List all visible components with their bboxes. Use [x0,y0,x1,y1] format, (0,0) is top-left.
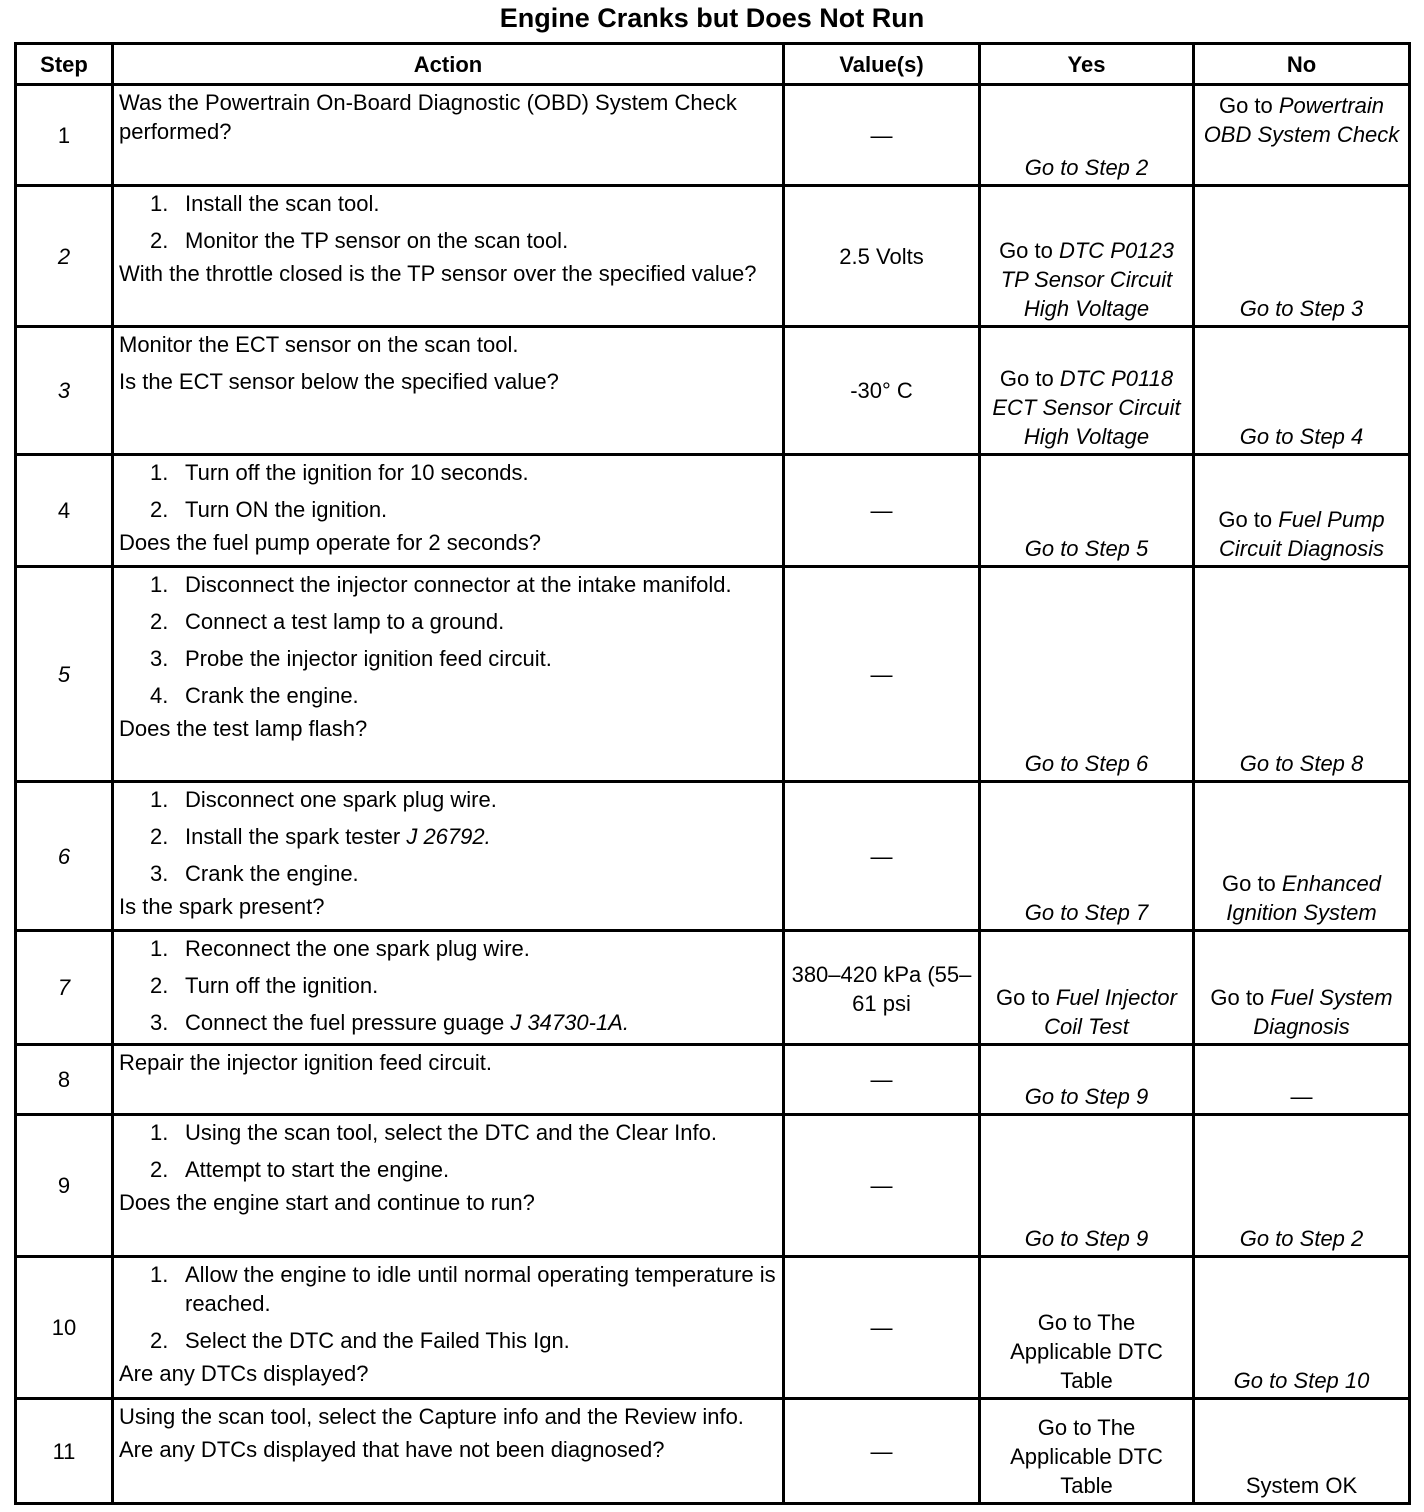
substep-number: 3. [150,646,169,671]
substep-number: 2. [150,228,169,253]
question-text: Is the spark present? [119,894,325,919]
yes-cell [980,1257,1194,1399]
action-cell [113,186,784,327]
no-cell [1194,1115,1410,1257]
header-step: Step [16,44,113,85]
step-number: 3 [16,327,113,455]
no-cell [1194,455,1410,567]
no-reference: Go to Step 2 [1239,1226,1364,1251]
substep-number: 1. [150,460,169,485]
substep [119,822,778,851]
substep-number: 2. [150,973,169,998]
table-row [16,931,1410,1045]
yes-text: Go to [999,366,1060,391]
yes-reference: Go to Step 2 [1024,155,1149,180]
value-cell: — [784,1399,980,1504]
substep [119,570,778,599]
no-cell [1194,1399,1410,1504]
action-cell [113,1115,784,1257]
substep [119,1260,778,1318]
action-cell [113,85,784,186]
yes-cell [980,1399,1194,1504]
substep [119,226,778,255]
yes-reference: Go to Step 9 [1024,1084,1149,1109]
no-text: Go to [1221,871,1282,896]
substep [119,934,778,963]
table-row [16,1115,1410,1257]
value-cell: 380–420 kPa (55–61 psi [784,931,980,1045]
yes-cell [980,1115,1194,1257]
diagnostic-table [14,42,1411,1505]
yes-reference: Go to Step 9 [1024,1226,1149,1251]
substep-text: Select the DTC and the Failed This Ign. [185,1328,570,1353]
question-text: Are any DTCs displayed that have not been diagnosed? [119,1437,665,1462]
action-cell [113,782,784,931]
action-text: Using the scan tool, select the Capture info and the Review info. [119,1404,744,1429]
step-number: 5 [16,567,113,782]
no-cell [1194,1045,1410,1115]
value-cell: — [784,85,980,186]
step-number: 11 [16,1399,113,1504]
question-text: Does the engine start and continue to run? [119,1190,535,1215]
substep-number: 2. [150,1328,169,1353]
question-text: Is the ECT sensor below the specified value? [119,369,559,394]
yes-reference: DTC P0123 TP Sensor Circuit High Voltage [1000,238,1174,321]
yes-cell [980,1045,1194,1115]
no-text: System OK [1245,1473,1358,1498]
substep-text: Install the scan tool. [185,191,380,216]
substep [119,971,778,1000]
header-no: No [1194,44,1410,85]
action-text: Monitor the ECT sensor on the scan tool. [119,332,519,357]
substep [119,1118,778,1147]
action-cell [113,567,784,782]
table-row [16,1257,1410,1399]
substep-text: Using the scan tool, select the DTC and the Clear Info. [185,1120,717,1145]
question-text: Does the test lamp flash? [119,716,368,741]
substep [119,1155,778,1184]
step-number: 6 [16,782,113,931]
substep-number: 3. [150,861,169,886]
no-reference: Powertrain OBD System Check [1203,93,1400,147]
yes-reference: Fuel Injector Coil Test [1044,985,1177,1039]
substep [119,458,778,487]
substep-text: Monitor the TP sensor on the scan tool. [185,228,569,253]
question-text: Are any DTCs displayed? [119,1361,369,1386]
substep-text: Connect a test lamp to a ground. [185,609,505,634]
table-row [16,567,1410,782]
substep-text: Disconnect the injector connector at the intake manifold. [185,572,732,597]
no-reference: Fuel System Diagnosis [1253,985,1393,1039]
table-row [16,85,1410,186]
step-number: 8 [16,1045,113,1115]
substep-number: 2. [150,609,169,634]
substep-number: 1. [150,936,169,961]
substep-number: 2. [150,497,169,522]
no-cell [1194,1257,1410,1399]
no-reference: Enhanced Ignition System [1226,871,1381,925]
substep [119,785,778,814]
action-text: Was the Powertrain On-Board Diagnostic (OBD) System Check performed? [119,90,737,144]
no-text: Go to [1218,93,1279,118]
yes-text: Go to The Applicable DTC Table [1010,1310,1163,1393]
substep-text: Probe the injector ignition feed circuit. [185,646,552,671]
table-row [16,186,1410,327]
table-row [16,782,1410,931]
substep-number: 1. [150,1120,169,1145]
value-cell: — [784,567,980,782]
yes-cell [980,327,1194,455]
action-cell [113,931,784,1045]
table-row [16,1045,1410,1115]
substep [119,859,778,888]
action-cell [113,455,784,567]
action-cell [113,1045,784,1115]
step-number: 2 [16,186,113,327]
no-reference: Fuel Pump Circuit Diagnosis [1218,507,1385,561]
step-number: 1 [16,85,113,186]
action-cell [113,1399,784,1504]
substep-text: Turn off the ignition for 10 seconds. [185,460,529,485]
substep-number: 4. [150,683,169,708]
table-row [16,455,1410,567]
question-text: With the throttle closed is the TP sensor over the specified value? [119,261,757,286]
header-action: Action [113,44,784,85]
substep [119,1008,778,1037]
value-cell: — [784,1115,980,1257]
no-reference: Go to Step 3 [1239,296,1364,321]
question-text: Does the fuel pump operate for 2 seconds? [119,530,541,555]
substep [119,607,778,636]
no-text: Go to [1218,507,1279,532]
substep-text: Crank the engine. [185,683,359,708]
substep-number: 2. [150,1157,169,1182]
no-cell [1194,782,1410,931]
yes-cell [980,782,1194,931]
substep-text: Crank the engine. [185,861,359,886]
value-cell: — [784,782,980,931]
yes-reference: Go to Step 5 [1024,536,1149,561]
no-cell [1194,567,1410,782]
action-cell [113,327,784,455]
substep [119,1326,778,1355]
header-row [16,44,1410,85]
no-reference: Go to Step 8 [1239,751,1364,776]
tool-reference: J 26792. [406,824,491,849]
no-cell [1194,327,1410,455]
substep [119,495,778,524]
no-cell [1194,85,1410,186]
substep-number: 3. [150,1010,169,1035]
yes-text: Go to The Applicable DTC Table [1010,1415,1163,1498]
yes-cell [980,186,1194,327]
yes-cell [980,455,1194,567]
substep [119,681,778,710]
step-number: 7 [16,931,113,1045]
substep-text: Install the spark tester [185,824,407,849]
step-number: 9 [16,1115,113,1257]
yes-reference: Go to Step 6 [1024,751,1149,776]
value-cell: — [784,1045,980,1115]
substep-text: Connect the fuel pressure guage [185,1010,511,1035]
substep [119,189,778,218]
value-cell: -30° C [784,327,980,455]
action-cell [113,1257,784,1399]
value-cell: 2.5 Volts [784,186,980,327]
yes-reference: DTC P0118 ECT Sensor Circuit High Voltage [992,366,1181,449]
substep-text: Allow the engine to idle until normal operating temperature is reached. [185,1262,776,1316]
value-cell: — [784,455,980,567]
substep-text: Attempt to start the engine. [185,1157,450,1182]
no-text: Go to [1210,985,1271,1010]
substep-number: 2. [150,824,169,849]
substep-number: 1. [150,787,169,812]
yes-text: Go to [999,238,1059,263]
step-number: 4 [16,455,113,567]
no-reference: Go to Step 4 [1239,424,1364,449]
action-text: Repair the injector ignition feed circuit. [119,1050,492,1075]
substep-number: 1. [150,572,169,597]
table-row [16,327,1410,455]
no-cell [1194,931,1410,1045]
yes-reference: Go to Step 7 [1024,900,1149,925]
step-number: 10 [16,1257,113,1399]
no-text: — [1290,1084,1313,1109]
yes-cell [980,931,1194,1045]
yes-text: Go to [996,985,1056,1010]
yes-cell [980,567,1194,782]
value-cell: — [784,1257,980,1399]
substep-number: 1. [150,191,169,216]
yes-cell [980,85,1194,186]
table-row [16,1399,1410,1504]
page-title: Engine Cranks but Does Not Run [499,3,925,33]
tool-reference: J 34730-1A. [510,1010,629,1035]
header-yes: Yes [980,44,1194,85]
no-reference: Go to Step 10 [1233,1368,1370,1393]
substep-text: Reconnect the one spark plug wire. [185,936,530,961]
substep-text: Disconnect one spark plug wire. [185,787,497,812]
substep-number: 1. [150,1262,169,1287]
substep-text: Turn off the ignition. [185,973,379,998]
substep [119,644,778,673]
substep-text: Turn ON the ignition. [185,497,388,522]
no-cell [1194,186,1410,327]
header-values: Value(s) [784,44,980,85]
